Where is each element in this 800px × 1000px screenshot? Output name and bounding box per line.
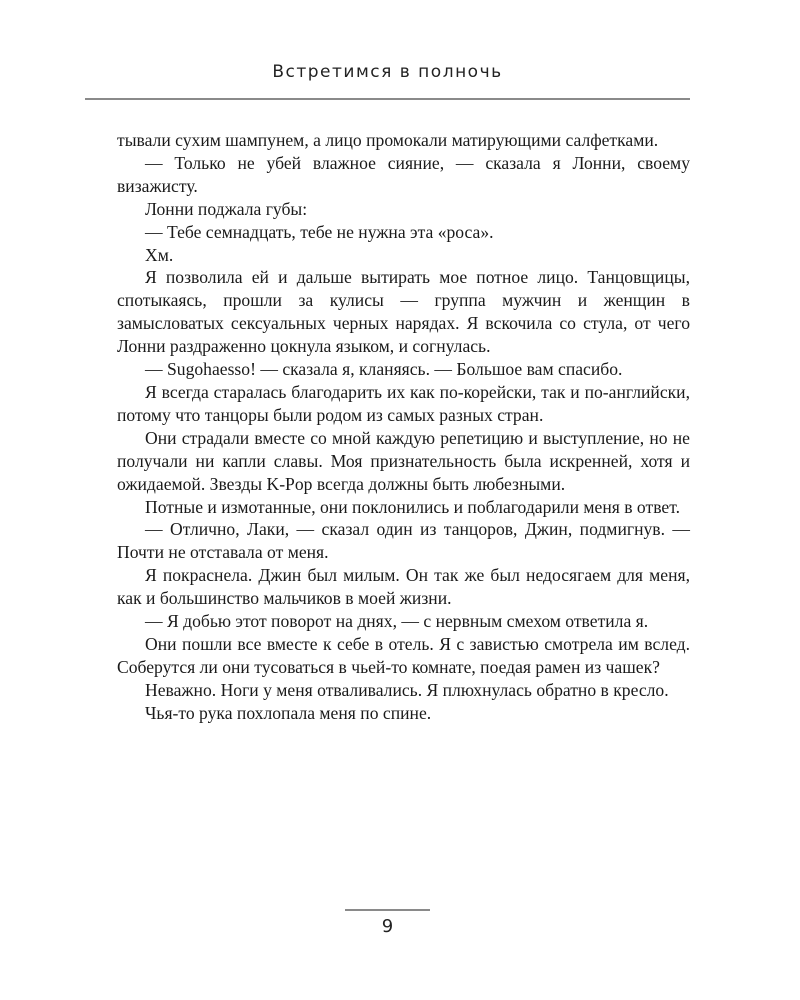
running-head-title: Встретимся в полночь [272, 62, 503, 82]
paragraph-12: Я покраснела. Джин был милым. Он так же был недосягаем для меня, как и большинство мальчиков в моей жизни. [117, 565, 690, 609]
footer-divider [345, 909, 430, 911]
paragraph-8: Я всегда старалась благодарить их как по-корейски, так и по-английски, потому что танцоры были родом из самых разных стран. [117, 381, 690, 425]
paragraph-5: Хм. [145, 244, 174, 265]
paragraph-11: — Отлично, Лаки, — сказал один из танцоров, Джин, подмигнув. — Почти не отставала от меня. [117, 519, 690, 563]
page-number: 9 [381, 916, 394, 937]
paragraph-6: Я позволила ей и дальше вытирать мое потное лицо. Танцовщицы, спотыкаясь, прошли за кулисы — группа мужчин и женщин в замысловатых сексуальных черных нарядах. Я вскочила со стула, от чего Лонни раздраженно цокнула языком, и согнулась. [117, 267, 690, 357]
paragraph-10: Потные и измотанные, они поклонились и поблагодарили меня в ответ. [145, 496, 680, 517]
paragraph-7: — Sugohaesso! — сказала я, кланяясь. — Большое вам спасибо. [145, 359, 623, 380]
body-text [117, 129, 690, 725]
paragraph-2: — Только не убей влажное сияние, — сказала я Лонни, своему визажисту. [117, 152, 690, 196]
paragraph-16: Чья-то рука похлопала меня по спине. [145, 702, 432, 723]
paragraph-1: тывали сухим шампунем, а лицо промокали матирующими салфетками. [117, 130, 659, 150]
paragraph-4: — Тебе семнадцать, тебе не нужна эта «роса». [145, 221, 494, 242]
paragraph-9: Они страдали вместе со мной каждую репетицию и выступление, но не получали ни капли славы. Моя признательность была искренней, хотя и ожидаемой. Звезды K-Pop всегда должны быть любезными. [117, 427, 690, 494]
paragraph-3: Лонни поджала губы: [145, 198, 308, 219]
paragraph-15: Неважно. Ноги у меня отваливались. Я плюхнулась обратно в кресло. [145, 679, 669, 700]
paragraph-13: — Я добью этот поворот на днях, — с нервным смехом ответила я. [145, 611, 649, 632]
paragraph-14: Они пошли все вместе к себе в отель. Я с завистью смотрела им вслед. Соберутся ли они тусоваться в чьей-то комнате, поедая рамен из чашек? [117, 633, 690, 677]
header-divider [85, 98, 690, 100]
